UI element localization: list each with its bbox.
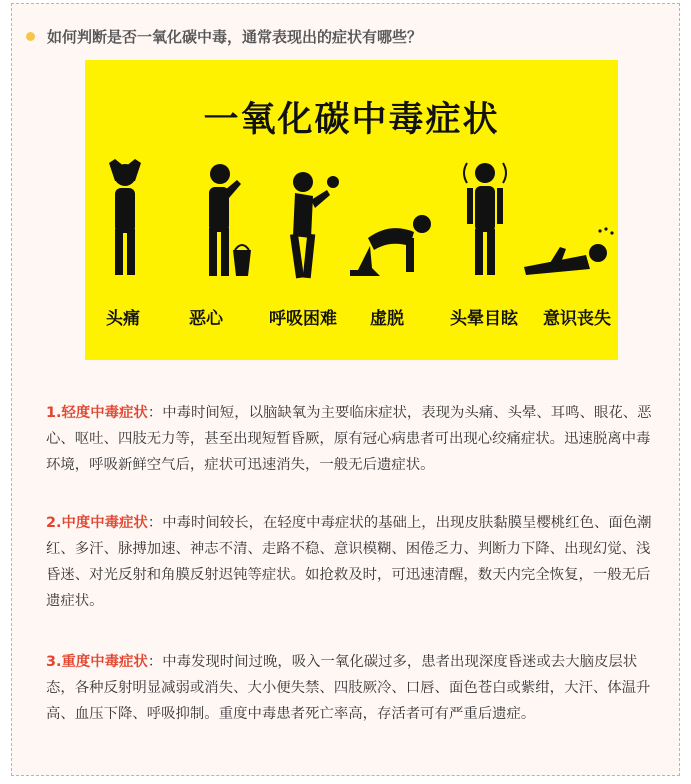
question-text: 如何判断是否一氧化碳中毒，通常表现出的症状有哪些？ (47, 28, 423, 46)
symptom-label: 头晕目眩 (450, 309, 518, 329)
mild-symptoms-paragraph: 1.轻度中毒症状：中毒时间短，以脑缺氧为主要临床症状，表现为头痛、头晕、耳鸣、眼花、恶心、呕吐、四肢无力等，甚至出现短暂昏厥，原有冠心病患者可出现心绞痛症状。迅速脱离中毒环境，呼吸新鲜空气后，症状可迅速消失，一般无后遗症状。 (46, 405, 652, 473)
breathing-difficulty-figure-icon (275, 160, 345, 285)
dizziness-figure-icon (455, 155, 515, 285)
moderate-symptoms-paragraph: 2.中度中毒症状：中毒时间较长，在轻度中毒症状的基础上，出现皮肤黏膜呈樱桃红色、面色潮红、多汗、脉搏加速、神志不清、走路不稳、意识模糊、困倦乏力、判断力下降、出现幻觉、浅昏迷、对光反射和角膜反射迟钝等症状。如抢救及时，可迅速清醒，数天内完全恢复，一般无后遗症状。 (46, 515, 652, 609)
poster-title: 一氧化碳中毒症状 (203, 100, 500, 140)
severe-heading: 3.重度中毒症状 (46, 654, 148, 670)
article-card (11, 3, 680, 776)
symptom-label: 恶心 (189, 309, 223, 329)
question-heading (26, 26, 669, 47)
symptom-label: 意识丧失 (543, 309, 611, 329)
symptoms-poster (85, 60, 618, 360)
symptom-label: 虚脱 (370, 309, 404, 329)
unconscious-figure-icon (520, 225, 615, 280)
symptom-label: 头痛 (106, 309, 140, 329)
nausea-figure-icon (185, 160, 255, 285)
moderate-heading: 2.中度中毒症状 (46, 515, 148, 531)
symptom-label: 呼吸困难 (269, 309, 337, 329)
severe-symptoms-paragraph: 3.重度中毒症状：中毒发现时间过晚，吸入一氧化碳过多，患者出现深度昏迷或去大脑皮层状态，各种反射明显减弱或消失、大小便失禁、四肢厥冷、口唇、面色苍白或紫绀，大汗、体温升高、血压下降、呼吸抑制。重度中毒患者死亡率高，存活者可有严重后遗症。 (46, 654, 651, 722)
headache-figure-icon (95, 155, 155, 285)
mild-heading: 1.轻度中毒症状 (46, 405, 148, 421)
moderate-text: 中毒时间较长，在轻度中毒症状的基础上，出现皮肤黏膜呈樱桃红色、面色潮红、多汗、脉搏加速、神志不清、走路不稳、意识模糊、困倦乏力、判断力下降、出现幻觉、浅昏迷、对光反射和角膜反射迟钝等症状。如抢救及时，可迅速清醒，数天内完全恢复，一般无后遗症状。 (46, 515, 652, 609)
severe-text: 中毒发现时间过晚，吸入一氧化碳过多，患者出现深度昏迷或去大脑皮层状态，各种反射明显减弱或消失、大小便失禁、四肢厥冷、口唇、面色苍白或紫绀，大汗、体温升高、血压下降、呼吸抑制。重度中毒患者死亡率高，存活者可有严重后遗症。 (46, 654, 651, 722)
collapse-figure-icon (350, 210, 435, 280)
mild-text: 中毒时间短，以脑缺氧为主要临床症状，表现为头痛、头晕、耳鸣、眼花、恶心、呕吐、四肢无力等，甚至出现短暂昏厥，原有冠心病患者可出现心绞痛症状。迅速脱离中毒环境，呼吸新鲜空气后，症状可迅速消失，一般无后遗症状。 (46, 405, 652, 473)
bullet-dot-icon (26, 32, 35, 41)
